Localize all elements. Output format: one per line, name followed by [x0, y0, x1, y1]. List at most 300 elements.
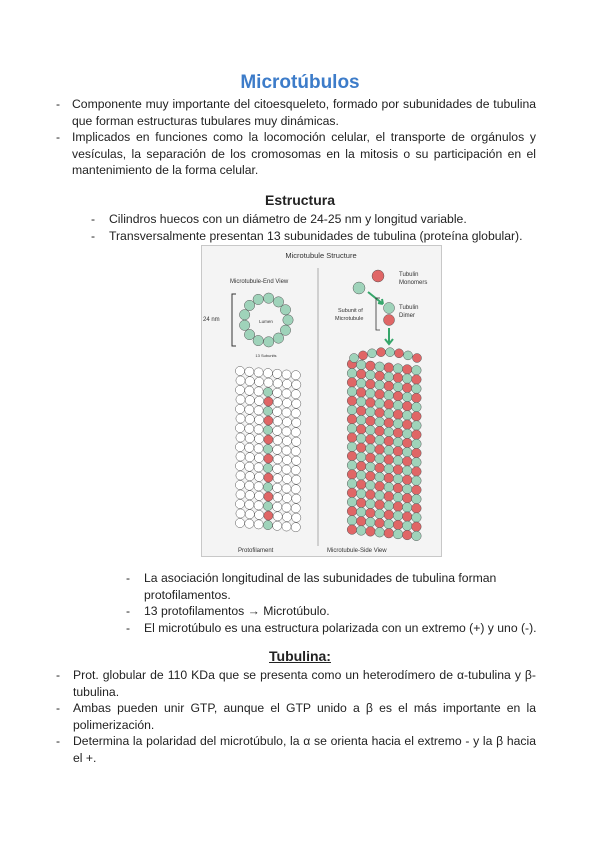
- protofilament-subunit: [291, 409, 300, 418]
- tube-subunit: [366, 407, 376, 417]
- tube-subunit: [356, 397, 366, 407]
- protofilament-subunit: [235, 366, 244, 375]
- protofilament-subunit: [255, 491, 264, 500]
- ring-subunit: [239, 320, 249, 330]
- tube-subunit: [347, 378, 357, 388]
- tube-subunit: [393, 456, 403, 466]
- protofilament-subunit: [282, 493, 291, 502]
- tube-subunit: [375, 509, 385, 519]
- tube-subunit: [384, 455, 394, 465]
- tube-subunit: [412, 504, 422, 514]
- tube-subunit: [402, 466, 412, 476]
- tube-subunit: [412, 421, 422, 431]
- tube-subunit: [402, 530, 412, 540]
- tube-subunit: [402, 383, 412, 393]
- tube-subunit: [366, 481, 376, 491]
- protofilament-subunit: [282, 427, 291, 436]
- protofilament-subunit: [273, 445, 282, 454]
- protofilament-subunit: [255, 377, 264, 386]
- protofilament-subunit: [263, 521, 272, 530]
- protofilament-subunit: [245, 367, 254, 376]
- protofilament-subunit: [263, 464, 272, 473]
- protofilament-subunit: [282, 408, 291, 417]
- protofilament-subunit: [254, 520, 263, 529]
- tube-subunit: [356, 517, 366, 527]
- diameter-bracket: [232, 294, 236, 346]
- tube-subunit: [375, 454, 385, 464]
- tube-subunit: [366, 444, 376, 454]
- protofilament-subunit: [245, 481, 254, 490]
- tube-rim-subunit: [368, 349, 377, 358]
- protofilament-subunit: [245, 500, 254, 509]
- protofilament-subunit: [245, 434, 254, 443]
- protofilament-subunit: [273, 369, 282, 378]
- tube-subunit: [384, 409, 394, 419]
- protofilament-subunit: [282, 436, 291, 445]
- protofilament-subunit: [282, 503, 291, 512]
- tube-subunit: [412, 458, 422, 468]
- protofilament-subunit: [273, 426, 282, 435]
- tube-subunit: [384, 519, 394, 529]
- protofilament-subunit: [273, 464, 282, 473]
- tube-subunit: [356, 526, 366, 536]
- tube-subunit: [402, 374, 412, 384]
- microtubule-structure-figure: [201, 245, 442, 557]
- tube-subunit: [347, 405, 357, 415]
- protofilament-subunit: [254, 482, 263, 491]
- protofilament-subunit: [245, 453, 254, 462]
- protofilament-subunit: [282, 398, 291, 407]
- tube-subunit: [356, 406, 366, 416]
- protofilament-subunit: [264, 397, 273, 406]
- tube-subunit: [356, 415, 366, 425]
- tube-subunit: [402, 438, 412, 448]
- tube-rim-subunit: [377, 348, 386, 357]
- tube-subunit: [393, 419, 403, 429]
- monomers-label-line1: Tubulin: [399, 272, 419, 278]
- tube-subunit: [393, 364, 403, 374]
- protofilament-subunit: [263, 388, 272, 397]
- tube-subunit: [412, 494, 422, 504]
- ring-subunit: [253, 335, 263, 345]
- tube-subunit: [347, 387, 357, 397]
- tube-subunit: [412, 513, 422, 523]
- protofilament-subunit: [236, 490, 245, 499]
- tube-subunit: [356, 360, 366, 370]
- tube-subunit: [375, 362, 385, 372]
- tube-subunit: [412, 384, 422, 394]
- protofilament-subunit: [273, 379, 282, 388]
- protofilament-subunit: [291, 523, 300, 532]
- tube-subunit: [384, 492, 394, 502]
- protofilament-subunit: [292, 437, 301, 446]
- tube-subunit: [356, 489, 366, 499]
- tube-subunit: [412, 448, 422, 458]
- tube-subunit: [366, 416, 376, 426]
- protofilament-subunit: [282, 484, 291, 493]
- tube-subunit: [356, 498, 366, 508]
- protofilament-subunit: [236, 509, 245, 518]
- protofilament-subunit: [255, 415, 264, 424]
- tube-subunit: [375, 491, 385, 501]
- ring-subunit: [244, 329, 254, 339]
- protofilament-subunit: [264, 454, 273, 463]
- dimer-label-line2: Dimer: [399, 313, 415, 319]
- tube-subunit: [393, 520, 403, 530]
- protofilament-subunit: [264, 416, 273, 425]
- tube-subunit: [412, 366, 422, 376]
- tube-subunit: [375, 445, 385, 455]
- tube-subunit: [366, 462, 376, 472]
- tube-subunit: [375, 390, 385, 400]
- tube-subunit: [366, 471, 376, 481]
- tube-subunit: [402, 484, 412, 494]
- tube-rim-subunit: [350, 354, 359, 363]
- tube-subunit: [384, 446, 394, 456]
- tube-subunit: [356, 507, 366, 517]
- side-view-label: Microtubule-Side View: [327, 548, 387, 554]
- microtubule-side-view-diagram: [347, 348, 421, 541]
- dimer-alpha: [384, 303, 395, 314]
- tube-subunit: [366, 453, 376, 463]
- intro-bullet-2: - Implicados en funciones como la locomoción celular, el transporte de orgánulos y vesículas, la separación de los cromosomas en la mitosis o su participación en el mantenimiento de la forma celular.: [56, 129, 536, 179]
- protofilament-subunit: [236, 376, 245, 385]
- protofilament-subunit: [264, 492, 273, 501]
- protofilament-subunit: [245, 377, 254, 386]
- protofilament-subunit: [235, 499, 244, 508]
- tube-subunit: [402, 493, 412, 503]
- beta-monomer: [372, 270, 384, 282]
- tube-subunit: [412, 393, 422, 403]
- protofilament-subunit: [264, 473, 273, 482]
- tube-subunit: [384, 390, 394, 400]
- tubulina-bullet-3: - Determina la polaridad del microtúbulo, la α se orienta hacia el extremo - y la β hacia el +.: [56, 733, 536, 766]
- ring-subunit: [253, 294, 263, 304]
- tube-subunit: [384, 363, 394, 373]
- tube-subunit: [412, 375, 422, 385]
- tube-subunit: [347, 497, 357, 507]
- tube-subunit: [347, 451, 357, 461]
- estructura-bullet-1: - Cilindros huecos con un diámetro de 24-25 nm y longitud variable.: [91, 211, 541, 228]
- tube-subunit: [347, 479, 357, 489]
- protofilament-subunit: [273, 407, 282, 416]
- dimer-label-line1: Tubulin: [399, 305, 419, 311]
- tube-subunit: [375, 426, 385, 436]
- protofilament-subunit: [245, 424, 254, 433]
- tube-subunit: [402, 512, 412, 522]
- protofilament-subunit: [236, 414, 245, 423]
- tube-subunit: [402, 447, 412, 457]
- tube-subunit: [366, 508, 376, 518]
- tube-subunit: [375, 417, 385, 427]
- protofilament-subunit: [292, 418, 301, 427]
- estructura-bullet-list: [91, 211, 541, 244]
- protofilament-subunit: [236, 395, 245, 404]
- protofilament-subunit: [255, 396, 264, 405]
- tube-subunit: [384, 510, 394, 520]
- protofilament-subunit: [282, 417, 291, 426]
- tube-subunit: [366, 370, 376, 380]
- protofilament-subunit: [291, 466, 300, 475]
- tube-subunit: [366, 425, 376, 435]
- tube-rim-subunit: [359, 351, 368, 360]
- protofilament-subunit: [292, 456, 301, 465]
- tube-subunit: [393, 447, 403, 457]
- tube-subunit: [375, 528, 385, 538]
- tube-subunit: [412, 430, 422, 440]
- after-figure-bullet-1: - La asociación longitudinal de las subunidades de tubulina forman protofilamentos.: [126, 570, 546, 603]
- protofilament-subunit: [245, 405, 254, 414]
- protofilament-subunit: [254, 501, 263, 510]
- tube-subunit: [347, 488, 357, 498]
- tube-subunit: [375, 518, 385, 528]
- protofilament-subunit: [292, 399, 301, 408]
- tube-subunit: [393, 428, 403, 438]
- tube-subunit: [393, 465, 403, 475]
- protofilament-subunit: [273, 502, 282, 511]
- protofilament-subunit: [291, 485, 300, 494]
- protofilament-subunit: [245, 472, 254, 481]
- protofilament-subunit: [245, 491, 254, 500]
- intro-bullet-1: - Componente muy importante del citoesqueleto, formado por subunidades de tubulina que forman estructuras tubulares muy dinámicas.: [56, 96, 536, 129]
- ring-subunit: [283, 315, 293, 325]
- tube-subunit: [347, 525, 357, 535]
- protofilament-subunit: [245, 415, 254, 424]
- protofilament-subunit: [291, 428, 300, 437]
- tube-subunit: [366, 435, 376, 445]
- tubulina-bullet-list: [56, 667, 536, 766]
- protofilament-subunit: [291, 504, 300, 513]
- tube-subunit: [393, 511, 403, 521]
- tube-subunit: [356, 425, 366, 435]
- tubulina-bullet-2: - Ambas pueden unir GTP, aunque el GTP unido a β es el más importante en la polimerización.: [56, 700, 536, 733]
- protofilament-subunit: [292, 494, 301, 503]
- tube-subunit: [402, 365, 412, 375]
- tube-subunit: [366, 398, 376, 408]
- protofilament-subunit: [273, 398, 282, 407]
- tube-subunit: [384, 501, 394, 511]
- protofilament-subunit: [273, 483, 282, 492]
- tube-subunit: [375, 399, 385, 409]
- protofilament-subunit: [263, 426, 272, 435]
- protofilament-subunit: [282, 474, 291, 483]
- section-heading-estructura: Estructura: [264, 192, 336, 208]
- protofilament-subunit: [254, 406, 263, 415]
- protofilament-subunit: [292, 513, 301, 522]
- tube-subunit: [384, 528, 394, 538]
- tube-subunit: [384, 381, 394, 391]
- protofilament-subunit: [273, 388, 282, 397]
- tube-rim-subunit: [386, 348, 395, 357]
- tube-subunit: [412, 439, 422, 449]
- tube-subunit: [393, 373, 403, 383]
- tube-subunit: [412, 467, 422, 477]
- protofilament-subunit: [264, 511, 273, 520]
- protofilament-subunit: [254, 463, 263, 472]
- dimer-beta: [384, 315, 395, 326]
- tube-subunit: [366, 490, 376, 500]
- tube-subunit: [393, 493, 403, 503]
- tube-subunit: [402, 420, 412, 430]
- tube-subunit: [347, 506, 357, 516]
- protofilament-subunit: [264, 378, 273, 387]
- protofilament-subunit: [291, 390, 300, 399]
- protofilament-subunit: [263, 407, 272, 416]
- protofilament-subunit: [245, 396, 254, 405]
- protofilament-subunit: [245, 519, 254, 528]
- protofilament-subunit: [273, 493, 282, 502]
- subunit-label-line1: Subunit of: [338, 308, 363, 314]
- tube-subunit: [366, 379, 376, 389]
- tube-subunit: [393, 401, 403, 411]
- tubulina-bullet-1: - Prot. globular de 110 KDa que se presenta como un heterodímero de α-tubulina y β-tubulina.: [56, 667, 536, 700]
- protofilament-subunit: [235, 480, 244, 489]
- tube-subunit: [393, 502, 403, 512]
- protofilament-subunit: [282, 512, 291, 521]
- tube-subunit: [356, 443, 366, 453]
- tube-subunit: [412, 522, 422, 532]
- tube-subunit: [402, 457, 412, 467]
- protofilament-subunit: [263, 369, 272, 378]
- tube-subunit: [393, 474, 403, 484]
- tube-subunit: [384, 473, 394, 483]
- tube-subunit: [393, 529, 403, 539]
- tube-rim-subunit: [404, 351, 413, 360]
- protofilament-subunit: [282, 379, 291, 388]
- tube-subunit: [347, 424, 357, 434]
- protofilament-subunit: [245, 386, 254, 395]
- tube-subunit: [384, 482, 394, 492]
- tube-subunit: [347, 460, 357, 470]
- tube-subunit: [412, 485, 422, 495]
- protofilament-subunit: [255, 453, 264, 462]
- tube-subunit: [375, 436, 385, 446]
- after-figure-bullet-list: [126, 570, 546, 636]
- tube-subunit: [402, 392, 412, 402]
- subunits-label: 13 Subunits: [255, 353, 277, 358]
- protofilament-subunit: [263, 502, 272, 511]
- tube-subunit: [402, 475, 412, 485]
- protofilament-subunit: [255, 510, 264, 519]
- tube-subunit: [393, 483, 403, 493]
- protofilament-subunit: [273, 521, 282, 530]
- tube-subunit: [393, 437, 403, 447]
- tubulin-monomers-diagram: [353, 270, 395, 344]
- protofilament-subunit: [254, 444, 263, 453]
- protofilament-label: Protofilament: [238, 548, 274, 554]
- tube-subunit: [384, 400, 394, 410]
- estructura-bullet-2: - Transversalmente presentan 13 subunidades de tubulina (proteína globular).: [91, 228, 541, 245]
- tube-subunit: [356, 434, 366, 444]
- tube-subunit: [412, 412, 422, 422]
- tube-subunit: [412, 531, 422, 541]
- after-figure-bullet-2: - 13 protofilamentos → Microtúbulo.: [126, 603, 546, 620]
- tube-subunit: [402, 503, 412, 513]
- tube-subunit: [366, 389, 376, 399]
- monomers-label-line2: Monomers: [399, 280, 428, 286]
- lumen-label: Lumen: [259, 319, 273, 324]
- tube-subunit: [347, 470, 357, 480]
- protofilament-subunit: [291, 371, 300, 380]
- protofilament-subunit: [235, 423, 244, 432]
- tube-subunit: [356, 452, 366, 462]
- tube-subunit: [375, 380, 385, 390]
- tube-subunit: [366, 361, 376, 371]
- intro-bullet-list: [56, 96, 536, 179]
- tube-subunit: [402, 429, 412, 439]
- tube-subunit: [347, 414, 357, 424]
- protofilament-subunit: [255, 472, 264, 481]
- tube-subunit: [375, 463, 385, 473]
- protofilament-subunit: [282, 455, 291, 464]
- subunit-label-line2: Microtubule: [335, 316, 364, 322]
- tube-subunit: [356, 461, 366, 471]
- figure-title: Microtubule Structure: [285, 251, 357, 260]
- protofilament-subunit: [245, 443, 254, 452]
- tube-subunit: [402, 521, 412, 531]
- ring-subunit: [263, 293, 273, 303]
- tube-subunit: [366, 527, 376, 537]
- protofilament-subunit: [235, 404, 244, 413]
- tube-subunit: [384, 372, 394, 382]
- protofilament-subunit: [255, 434, 264, 443]
- tube-subunit: [384, 418, 394, 428]
- page-title: Microtúbulos: [240, 72, 360, 93]
- tube-subunit: [356, 379, 366, 389]
- protofilament-tube-diagram: [235, 366, 301, 531]
- protofilament-subunit: [292, 475, 301, 484]
- protofilament-subunit: [282, 370, 291, 379]
- tube-subunit: [375, 500, 385, 510]
- tube-rim-subunit: [395, 349, 404, 358]
- protofilament-subunit: [235, 518, 244, 527]
- protofilament-subunit: [273, 417, 282, 426]
- protofilament-subunit: [236, 433, 245, 442]
- tube-subunit: [356, 369, 366, 379]
- protofilament-subunit: [245, 462, 254, 471]
- tube-subunit: [384, 464, 394, 474]
- tube-subunit: [375, 472, 385, 482]
- ring-subunit: [273, 333, 283, 343]
- tube-subunit: [356, 471, 366, 481]
- tube-subunit: [393, 391, 403, 401]
- tube-subunit: [393, 382, 403, 392]
- protofilament-subunit: [282, 446, 291, 455]
- tube-rim-subunit: [413, 354, 422, 363]
- after-figure-bullet-3: - El microtúbulo es una estructura polarizada con un extremo (+) y uno (-).: [126, 620, 546, 637]
- section-heading-tubulina: Tubulina:: [269, 648, 331, 664]
- tube-subunit: [412, 476, 422, 486]
- protofilament-subunit: [291, 447, 300, 456]
- ring-subunit: [263, 337, 273, 347]
- tube-subunit: [412, 402, 422, 412]
- tube-subunit: [393, 410, 403, 420]
- alpha-monomer: [353, 282, 365, 294]
- protofilament-subunit: [236, 471, 245, 480]
- protofilament-subunit: [273, 512, 282, 521]
- tube-subunit: [356, 388, 366, 398]
- end-view-label: Microtubule-End View: [230, 279, 289, 285]
- tube-subunit: [375, 371, 385, 381]
- ring-subunit: [280, 305, 290, 315]
- protofilament-subunit: [273, 455, 282, 464]
- protofilament-subunit: [235, 385, 244, 394]
- tube-subunit: [356, 480, 366, 490]
- tube-subunit: [347, 442, 357, 452]
- tube-subunit: [375, 482, 385, 492]
- tube-subunit: [347, 368, 357, 378]
- protofilament-subunit: [235, 461, 244, 470]
